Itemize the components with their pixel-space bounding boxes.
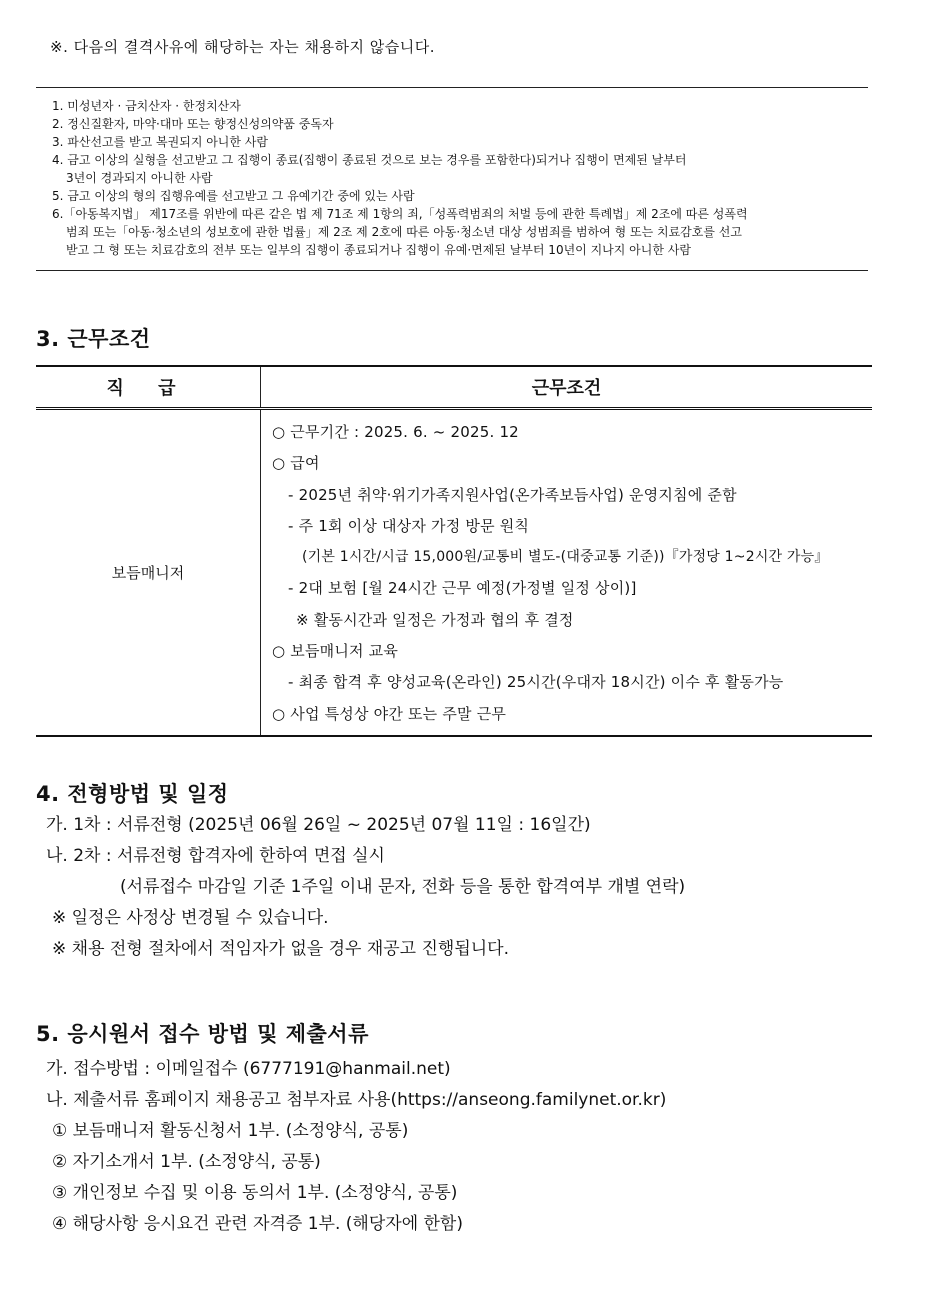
- document-item: ① 보듬매니저 활동신청서 1부. (소정양식, 공통): [52, 1121, 409, 1141]
- column-header-conditions: 근무조건: [261, 366, 873, 409]
- list-item: 6.「아동복지법」 제17조를 위반에 따른 같은 법 제 71조 제 1항의 죄,「성폭력범죄의 처벌 등에 관한 특례법」제 2조에 따른 성폭력: [52, 207, 748, 221]
- condition-line: ○ 사업 특성상 야간 또는 주말 근무: [272, 704, 507, 723]
- list-item: 2. 정신질환자, 마약·대마 또는 향정신성의약품 중독자: [52, 117, 334, 131]
- position-cell: 보듬매니저: [36, 409, 261, 736]
- condition-line: ○ 급여: [272, 454, 320, 473]
- list-item: 받고 그 형 또는 치료감호의 전부 또는 일부의 집행이 종료되거나 집행이 유예·면제된 날부터 10년이 지나지 아니한 사람: [66, 243, 691, 257]
- disqualification-note: ※. 다음의 결격사유에 해당하는 자는 채용하지 않습니다.: [50, 38, 435, 56]
- section-4-body: [46, 810, 685, 965]
- section-5-title: 5. 응시원서 접수 방법 및 제출서류: [36, 1022, 369, 1046]
- section-5-body: [46, 1054, 666, 1240]
- divider-bottom: [36, 270, 868, 271]
- table-row: [36, 409, 872, 736]
- conditions-table: [36, 365, 872, 737]
- condition-line: ※ 활동시간과 일정은 가정과 협의 후 결정: [296, 610, 574, 629]
- schedule-line: 나. 2차 : 서류전형 합격자에 한하여 면접 실시: [46, 846, 385, 866]
- list-item: 1. 미성년자 · 금치산자 · 한정치산자: [52, 99, 241, 113]
- schedule-note: ※ 일정은 사정상 변경될 수 있습니다.: [52, 908, 329, 928]
- schedule-line: (서류접수 마감일 기준 1주일 이내 문자, 전화 등을 통한 합격여부 개별 연락): [120, 877, 686, 897]
- schedule-line: 가. 1차 : 서류전형 (2025년 06월 26일 ~ 2025년 07월 11일 : 16일간): [46, 815, 591, 835]
- condition-line: - 2025년 취약·위기가족지원사업(온가족보듬사업) 운영지침에 준함: [288, 485, 737, 504]
- condition-line: - 주 1회 이상 대상자 가정 방문 원칙: [288, 516, 530, 535]
- submission-line: 가. 접수방법 : 이메일접수 (6777191@hanmail.net): [46, 1059, 451, 1079]
- list-item: 3. 파산선고를 받고 복권되지 아니한 사람: [52, 135, 268, 149]
- list-item: 4. 금고 이상의 실형을 선고받고 그 집행이 종료(집행이 종료된 것으로 보는 경우를 포함한다)되거나 집행이 면제된 날부터: [52, 153, 687, 167]
- document-item: ④ 해당사항 응시요건 관련 자격증 1부. (해당자에 한함): [52, 1214, 463, 1234]
- divider-top: [36, 87, 868, 88]
- document-item: ② 자기소개서 1부. (소정양식, 공통): [52, 1152, 321, 1172]
- condition-line: (기본 1시간/시급 15,000원/교통비 별도-(대중교통 기준))『가정당 1~2시간 가능』: [302, 549, 829, 566]
- condition-line: ○ 보듬매니저 교육: [272, 642, 399, 661]
- document-item: ③ 개인정보 수집 및 이용 동의서 1부. (소정양식, 공통): [52, 1183, 458, 1203]
- section-4-title: 4. 전형방법 및 일정: [36, 782, 229, 806]
- condition-line: - 2대 보험 [월 24시간 근무 예정(가정별 일정 상이)]: [288, 579, 637, 598]
- condition-line: ○ 근무기간 : 2025. 6. ~ 2025. 12: [272, 423, 519, 441]
- section-3-title: 3. 근무조건: [36, 327, 151, 351]
- list-item: 5. 금고 이상의 형의 집행유예를 선고받고 그 유예기간 중에 있는 사람: [52, 189, 415, 203]
- schedule-note: ※ 채용 전형 절차에서 적임자가 없을 경우 재공고 진행됩니다.: [52, 939, 510, 959]
- list-item: 3년이 경과되지 아니한 사람: [66, 171, 213, 185]
- submission-line: 나. 제출서류 홈페이지 채용공고 첨부자료 사용(https://anseong.familynet.or.kr): [46, 1090, 667, 1110]
- conditions-cell: [261, 409, 873, 736]
- disqualification-list: [52, 97, 864, 259]
- list-item: 범죄 또는「아동·청소년의 성보호에 관한 법률」제 2조 제 2호에 따른 아동·청소년 대상 성범죄를 범하여 형 또는 치료감호를 선고: [66, 225, 742, 239]
- column-header-position: 직 급: [36, 366, 261, 409]
- condition-line: - 최종 합격 후 양성교육(온라인) 25시간(우대자 18시간) 이수 후 활동가능: [288, 673, 784, 692]
